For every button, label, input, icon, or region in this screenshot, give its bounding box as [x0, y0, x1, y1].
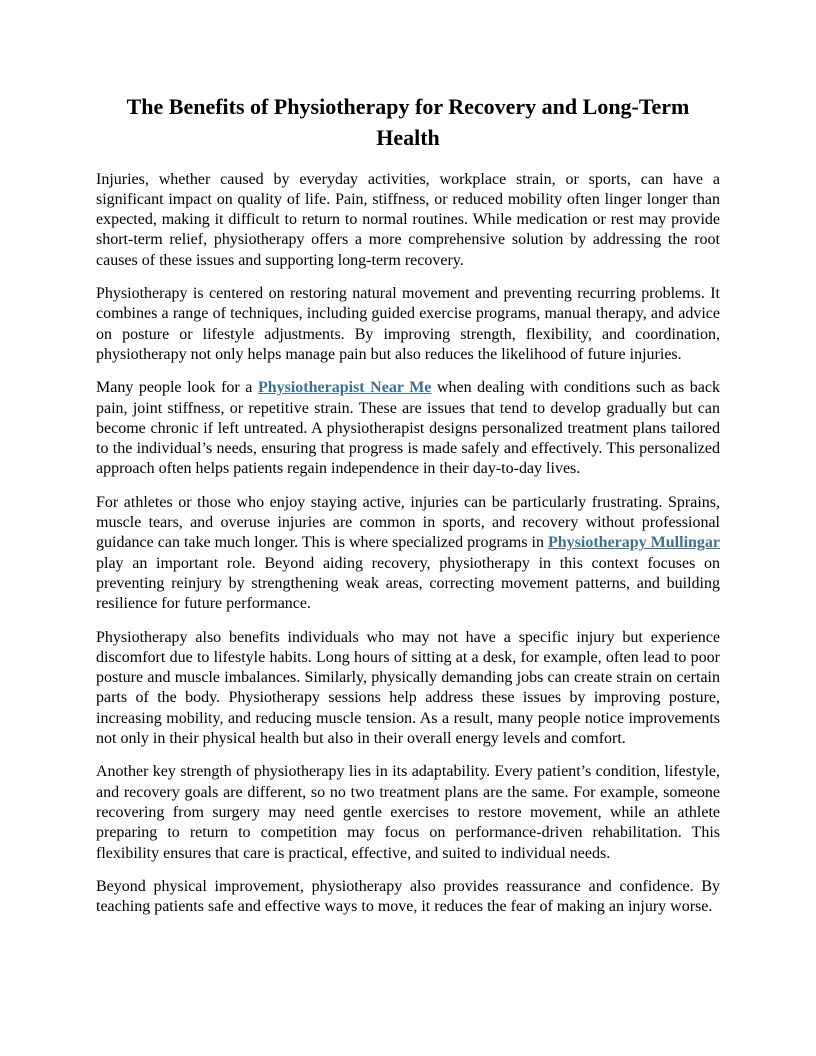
physiotherapy-mullingar-link[interactable]: Physiotherapy Mullingar — [548, 534, 721, 552]
paragraph — [96, 762, 720, 863]
paragraph — [96, 877, 720, 918]
paragraph-text: For athletes or those who enjoy staying active, injuries can be particularly frustrating. Sprains, muscle tears, and overuse injuries are common in sports, and recovery without professional guidance can take much longer. This is where specialized programs in — [96, 493, 720, 552]
paragraph-text: Injuries, whether caused by everyday activities, workplace strain, or sports, can have a significant impact on quality of life. Pain, stiffness, or reduced mobility often linger longer than expected, making it difficult to return to normal routines. While medication or rest may provide short-term relief, physiotherapy offers a more comprehensive solution by addressing the root causes of these issues and supporting long-term recovery. — [96, 170, 720, 269]
paragraph — [96, 628, 720, 750]
paragraph-text: when dealing with conditions such as back pain, joint stiffness, or repetitive strain. These are issues that tend to develop gradually but can become chronic if left untreated. A physiotherapist designs personalized treatment plans tailored to the individual’s needs, ensuring that progress is made safely and effectively. This personalized approach often helps patients regain independence in their day-to-day lives. — [96, 379, 721, 478]
physiotherapist-near-me-link[interactable]: Physiotherapist Near Me — [257, 379, 432, 397]
document-body — [96, 170, 720, 918]
paragraph — [96, 284, 720, 365]
paragraph — [96, 378, 720, 479]
paragraph-text: Another key strength of physiotherapy lies in its adaptability. Every patient’s condition, lifestyle, and recovery goals are different, so no two treatment plans are the same. For example, someone recovering from surgery may need gentle exercises to restore movement, while an athlete preparing to return to competition may focus on performance-driven rehabilitation. This flexibility ensures that care is practical, effective, and suited to individual needs. — [96, 763, 720, 862]
paragraph-text: Physiotherapy also benefits individuals who may not have a specific injury but experience discomfort due to lifestyle habits. Long hours of sitting at a desk, for example, often lead to poor posture and muscle imbalances. Similarly, physically demanding jobs can create strain on certain parts of the body. Physiotherapy sessions help address these issues by improving posture, increasing mobility, and reducing muscle tension. As a result, many people notice improvements not only in their physical health but also in their overall energy levels and comfort. — [96, 628, 720, 748]
paragraph — [96, 170, 720, 271]
paragraph-text: Beyond physical improvement, physiotherapy also provides reassurance and confidence. By teaching patients safe and effective ways to move, it reduces the fear of making an injury worse. — [96, 877, 720, 916]
paragraph-text: Physiotherapy is centered on restoring natural movement and preventing recurring problems. It combines a range of techniques, including guided exercise programs, manual therapy, and advice on posture or lifestyle adjustments. By improving strength, flexibility, and coordination, physiotherapy not only helps manage pain but also reduces the likelihood of future injuries. — [96, 285, 720, 363]
paragraph — [96, 493, 720, 615]
paragraph-text: Many people look for a — [96, 379, 258, 397]
paragraph-text: play an important role. Beyond aiding recovery, physiotherapy in this context focuses on preventing reinjury by strengthening weak areas, correcting movement patterns, and building resilience for future performance. — [96, 554, 720, 613]
document-title: The Benefits of Physiotherapy for Recovery and Long-Term Health — [126, 94, 690, 150]
